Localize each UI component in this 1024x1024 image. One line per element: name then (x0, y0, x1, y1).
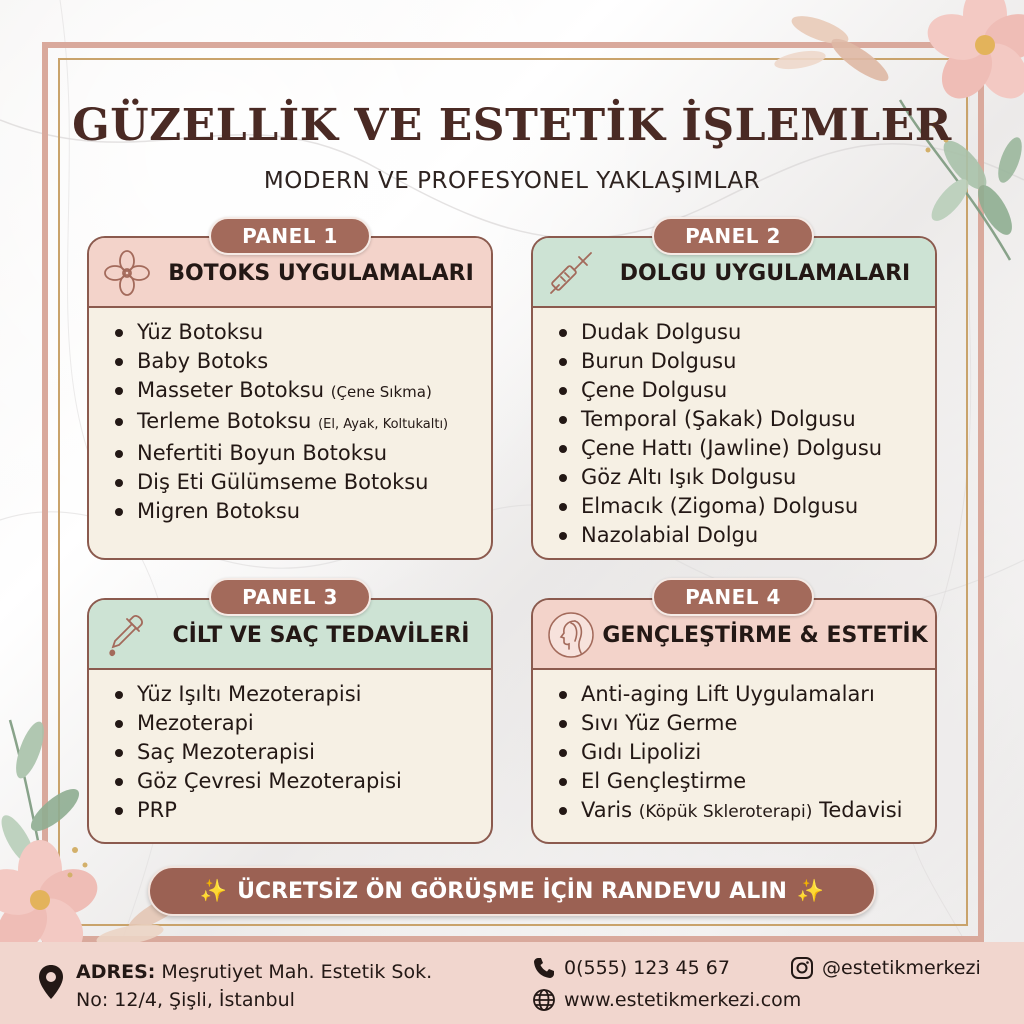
syringe-icon (547, 249, 595, 297)
face-profile-icon (547, 611, 595, 659)
panel-botoks (87, 236, 493, 560)
list-item: Gıdı Lipolizi (555, 738, 935, 767)
list-item: Elmacık (Zigoma) Dolgusu (555, 492, 935, 521)
panel-tab: PANEL 2 (652, 217, 814, 255)
panel-tab: PANEL 4 (652, 578, 814, 616)
panel-title: BOTOKS UYGULAMALARI (168, 260, 474, 286)
list-item: Nazolabial Dolgu (555, 521, 935, 550)
list-item: Çene Dolgusu (555, 376, 935, 405)
panel-title: DOLGU UYGULAMALARI (619, 260, 911, 286)
list-item: Baby Botoks (111, 347, 491, 376)
panel-title: CİLT VE SAÇ TEDAVİLERİ (172, 622, 470, 648)
panel-list (533, 670, 935, 827)
panel-tab: PANEL 3 (209, 578, 371, 616)
sparkle-icon: ✨ (199, 878, 228, 904)
list-item: PRP (111, 796, 491, 825)
panel-title: GENÇLEŞTİRME & ESTETİK (602, 622, 928, 648)
page-subtitle: MODERN VE PROFESYONEL YAKLAŞIMLAR (263, 168, 761, 194)
instagram-icon (790, 956, 814, 980)
phone[interactable]: 0(555) 123 45 67 (532, 956, 730, 980)
list-item: Anti-aging Lift Uygulamaları (555, 680, 935, 709)
panel-cilt-sac (87, 598, 493, 844)
sparkle-icon: ✨ (796, 878, 825, 904)
appointment-button-label: ÜCRETSİZ ÖN GÖRÜŞME İÇİN RANDEVU ALIN (237, 878, 787, 904)
panel-tab: PANEL 1 (209, 217, 371, 255)
panel-genclestirme (531, 598, 937, 844)
list-item: Yüz Işıltı Mezoterapisi (111, 680, 491, 709)
list-item: Göz Altı Işık Dolgusu (555, 463, 935, 492)
panel-list (89, 670, 491, 825)
page-title: GÜZELLİK VE ESTETİK İŞLEMLER (72, 100, 952, 151)
instagram-link[interactable]: @estetikmerkezi (790, 956, 981, 980)
list-item: Varis (Köpük Skleroterapi) Tedavisi (555, 796, 935, 827)
panel-list (89, 308, 491, 526)
footer (0, 942, 1024, 1024)
website-link[interactable]: www.estetikmerkezi.com (532, 988, 801, 1012)
list-item: Migren Botoksu (111, 497, 491, 526)
list-item: Diş Eti Gülümseme Botoksu (111, 468, 491, 497)
list-item: El Gençleştirme (555, 767, 935, 796)
list-item: Burun Dolgusu (555, 347, 935, 376)
panel-dolgu (531, 236, 937, 560)
address: ADRES: Meşrutiyet Mah. Estetik Sok. No: 12/4, Şişli, İstanbul (76, 961, 433, 1011)
list-item: Masseter Botoksu (Çene Sıkma) (111, 376, 491, 407)
list-item: Saç Mezoterapisi (111, 738, 491, 767)
appointment-button[interactable] (148, 866, 876, 916)
phone-icon (532, 956, 556, 980)
list-item: Sıvı Yüz Germe (555, 709, 935, 738)
list-item: Terleme Botoksu (El, Ayak, Koltukaltı) (111, 407, 491, 439)
globe-icon (532, 988, 556, 1012)
panel-list (533, 308, 935, 550)
flower-icon (103, 249, 151, 297)
list-item: Göz Çevresi Mezoterapisi (111, 767, 491, 796)
list-item: Nefertiti Boyun Botoksu (111, 439, 491, 468)
list-item: Yüz Botoksu (111, 318, 491, 347)
list-item: Dudak Dolgusu (555, 318, 935, 347)
list-item: Çene Hattı (Jawline) Dolgusu (555, 434, 935, 463)
map-pin-icon (38, 964, 64, 1000)
dropper-icon (103, 611, 151, 659)
list-item: Temporal (Şakak) Dolgusu (555, 405, 935, 434)
list-item: Mezoterapi (111, 709, 491, 738)
